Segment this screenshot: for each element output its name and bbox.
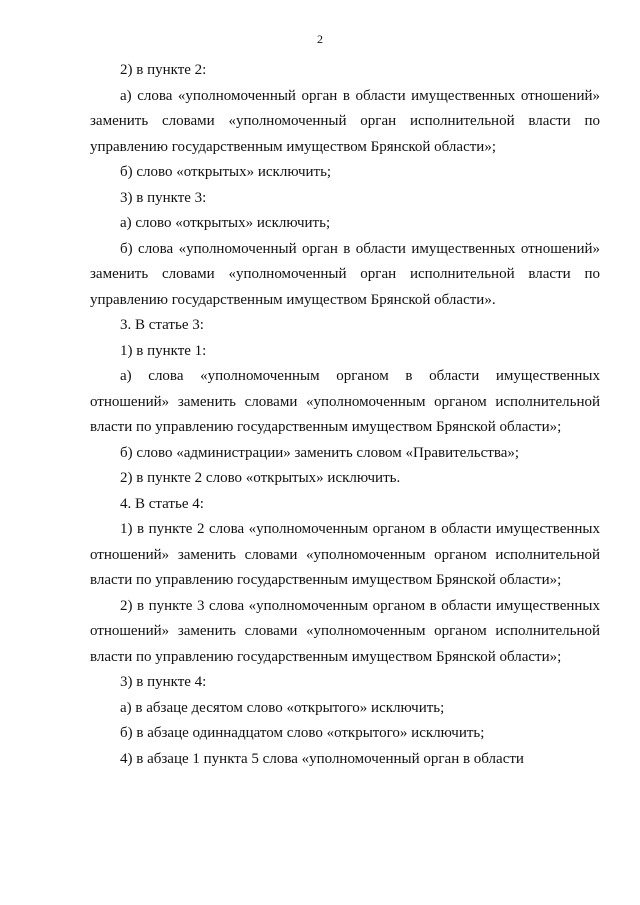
paragraph: б) в абзаце одиннадцатом слово «открытого» исключить;	[120, 725, 485, 741]
paragraph: 2) в пункте 2 слово «открытых» исключить.	[120, 470, 401, 486]
document-body	[90, 58, 600, 772]
paragraph: 3) в пункте 3:	[120, 189, 207, 206]
paragraph: 1) в пункте 1:	[120, 342, 207, 359]
paragraph: а) слово «открытых» исключить;	[120, 215, 331, 231]
paragraph: б) слово «открытых» исключить;	[120, 164, 332, 180]
paragraph: а) слова «уполномоченным органом в области имущественных отношений» заменить словами «уполномоченным органом исполнительной власти по управлению государственным имуществом Брянской области»;	[90, 368, 600, 435]
paragraph: 3. В статье 3:	[120, 317, 204, 333]
paragraph: б) слово «администрации» заменить словом «Правительства»;	[120, 444, 520, 461]
paragraph: а) слова «уполномоченный орган в области имущественных отношений» заменить словами «уполномоченный орган исполнительной власти по управлению государственным имуществом Брянской области»;	[90, 87, 600, 155]
paragraph: 2) в пункте 2:	[120, 62, 207, 78]
paragraph: 4) в абзаце 1 пункта 5 слова «уполномоченный орган в области	[120, 750, 524, 767]
paragraph: 3) в пункте 4:	[120, 674, 207, 690]
paragraph: 2) в пункте 3 слова «уполномоченным органом в области имущественных отношений» заменить словами «уполномоченным органом исполнительной власти по управлению государственным имуществом Брянской области»;	[90, 597, 600, 665]
page-number: 2	[317, 32, 323, 46]
paragraph: а) в абзаце десятом слово «открытого» исключить;	[120, 699, 445, 716]
paragraph: б) слова «уполномоченный орган в области имущественных отношений» заменить словами «уполномоченный орган исполнительной власти по управлению государственным имуществом Брянской области».	[90, 240, 600, 308]
paragraph: 1) в пункте 2 слова «уполномоченным органом в области имущественных отношений» заменить словами «уполномоченным органом исполнительной власти по управлению государственным имуществом Брянской области»;	[90, 521, 600, 588]
paragraph: 4. В статье 4:	[120, 495, 204, 512]
